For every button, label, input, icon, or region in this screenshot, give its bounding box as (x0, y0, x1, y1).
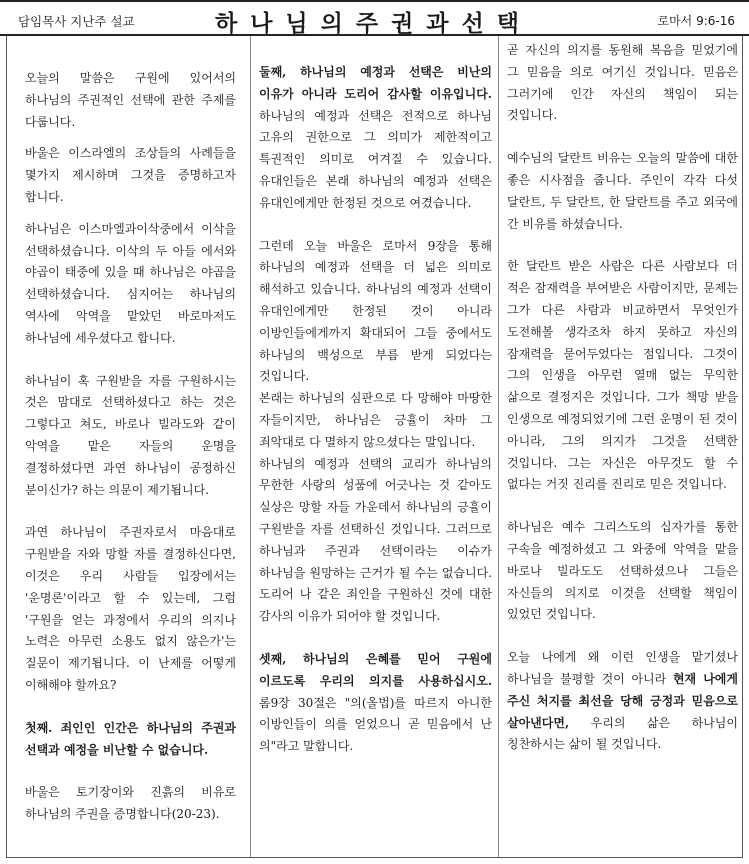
col3-emphasis: 현재 나에게 주신 처지를 최선을 당해 긍정과 믿음으로 살아낸다면, (507, 671, 738, 730)
col1-point-1-heading: 첫째. 죄인인 인간은 하나님의 주권과 선택과 예정을 비난할 수 없습니다. (25, 720, 236, 757)
col2-paragraph-4: 하나님의 예정과 선택의 교리가 하나님의 무한한 사랑의 성품에 어긋나는 것 같아도 실상은 망할 자들 가운데서 하나님의 긍휼이 구원받을 자를 선택하신 것입니다. 그러므로 하나님과 주권과 선택이라는 이슈가 하나님을 원망하는 근거가 될 수는 없습니다. 도리어 나 같은 죄인을 구원하신 것에 대한 감사의 이유가 되어야 할 것입니다. (259, 456, 492, 624)
col1-paragraph-1: 오늘의 말씀은 구원에 있어서의 하나님의 주권적인 선택에 관한 주제를 다룹니다. (25, 71, 236, 129)
header-label: 담임목사 지난주 설교 (18, 14, 135, 29)
col2-paragraph-5-text: 롬9장 30절은 "의(올법)를 따르지 아니한 이방인들이 의를 얻었으니 곧 믿음에서 난 의"라고 말합니다. (259, 695, 492, 754)
col3-paragraph-5-text-a: 오늘 나에게 왜 이런 인생을 맡기셨나 하나님을 불평할 것이 아니라 (507, 650, 738, 686)
col1-paragraph-2: 바울은 이스라엘의 조상들의 사례들을 몇가지 제시하며 그것을 증명하고자 합니다. (25, 146, 236, 204)
col3-paragraph-5 (499, 647, 744, 756)
col2-paragraph-1-text: 하나님의 예정과 선택은 전적으로 하나님 고유의 권한으로 그 의미가 제한적이고 특권적인 의미로 여겨질 수 있습니다. 유대인들은 본래 하나님의 예정과 선택은 유대인에게만 한정된 것으로 여겼습니다. (259, 108, 492, 210)
col2-paragraph-5 (251, 649, 498, 758)
col3-paragraph-4: 하나님은 예수 그리스도의 십자가를 통한 구속을 예정하셨고 그 와중에 악역을 맡을 바로나 빌라도도 선택하셨으나 그들은 자신들의 의지로 이것을 선택할 책임이 있었던 것입니다. (507, 520, 738, 622)
col2-paragraph-3: 본래는 하나님의 심판으로 다 망해야 마땅한 자들이지만, 하나님은 긍휼이 차마 그 죄악대로 다 멸하지 않으셨다는 말입니다. (259, 391, 492, 449)
col2-paragraph-2: 그런데 오늘 바울은 로마서 9장을 통해 하나님의 예정과 선택을 더 넓은 의미로 해석하고 있습니다. 하나님의 예정과 선택이 유대인에게만 한정된 것이 아니라 이방인들에게까지 확대되어 그들 중에서도 하나님의 백성으로 부름 받게 되었다는 것입니다. (259, 238, 492, 384)
col1-paragraph-3: 하나님은 이스마엘과이삭중에서 이삭을 선택하셨습니다. 이삭의 두 아들 에서와 야곱이 태중에 있을 때 하나님은 야곱을 선택하셨습니다. 심지어는 하나님의 역사에 악역을 맡았던 바로마저도 하나님에 세우셨다고 합니다. (25, 221, 236, 345)
col2-point-3-heading: 셋째, 하나님의 은혜를 믿어 구원에 이르도록 우리의 의지를 사용하십시오. (259, 651, 492, 688)
column-2 (251, 36, 499, 857)
column-1 (7, 36, 251, 857)
col3-paragraph-1: 곧 자신의 의지를 동원해 복음을 믿었기에 그 믿음을 의로 여기신 것입니다. 믿음은 그러기에 인간 자신의 책임이 되는 것입니다. (507, 43, 738, 123)
col2-point-2-heading: 둘째, 하나님의 예정과 선택은 비난의 이유가 아니라 도리어 감사할 이유입니다. (259, 65, 492, 101)
col1-paragraph-4: 하나님이 혹 구원받을 자를 구원하시는 것은 맘대로 선택하셨다고 하는 것은 그렇다고 쳐도, 바로나 빌라도와 같이 악역을 맡은 자들의 운명을 결정하셨다면 과연 하나님이 공정하신 분이신가? 하는 의문이 제기됩니다. (25, 373, 236, 497)
col3-paragraph-3: 한 달란트 받은 사람은 다른 사람보다 더 적은 잠재력을 부여받은 사람이지만, 문제는 그가 다른 사람과 비교하면서 무엇인가 도전해볼 생각조차 하지 못하고 자신의 잠재력을 묻어두었다는 점입니다. 그것이 그의 인생을 아무런 열매 없는 무익한 삶으로 결정지은 것입니다. 그가 책망 받을 인생으로 예정되었기에 그런 운명이 된 것이 아니라, 그의 의지가 그것을 선택한 것입니다. 그는 자신은 아무것도 할 수 없다는 거짓 진리를 진리로 믿은 것입니다. (507, 259, 738, 492)
content-frame (6, 36, 743, 858)
header-bar (0, 0, 749, 36)
col2-paragraph-1 (251, 62, 498, 215)
col3-paragraph-2: 예수님의 달란트 비유는 오늘의 말씀에 대한 좋은 시사점을 줍니다. 주인이 각각 다섯 달란트, 두 달란트, 한 달란트를 주고 외국에 간 비유를 하셨습니다. (507, 151, 738, 231)
column-3 (499, 36, 744, 857)
sermon-title: 하나님의주권과선택 (215, 10, 532, 37)
col1-paragraph-7: 바울은 토기장이와 진흙의 비유로 하나님의 주권을 증명합니다(20-23). (25, 785, 236, 822)
col1-paragraph-5: 과연 하나님이 주권자로서 마음대로 구원받을 자와 망할 자를 결정하신다면, 이것은 우리 사람들 입장에서는 '운명론'이라고 할 수 있는데, 그럼 '구원을 얻는 과정에서 우리의 의지나 노력은 아무런 소용도 없지 않은가'는 질문이 제기됩니다. 이 난제를 어떻게 이해해야 할까요? (25, 525, 236, 692)
col3-paragraph-5-text-b: 우리의 삶은 하나님이 칭찬하시는 삶이 될 것입니다. (507, 715, 738, 752)
scripture-reference: 로마서 9:6-16 (657, 14, 735, 28)
